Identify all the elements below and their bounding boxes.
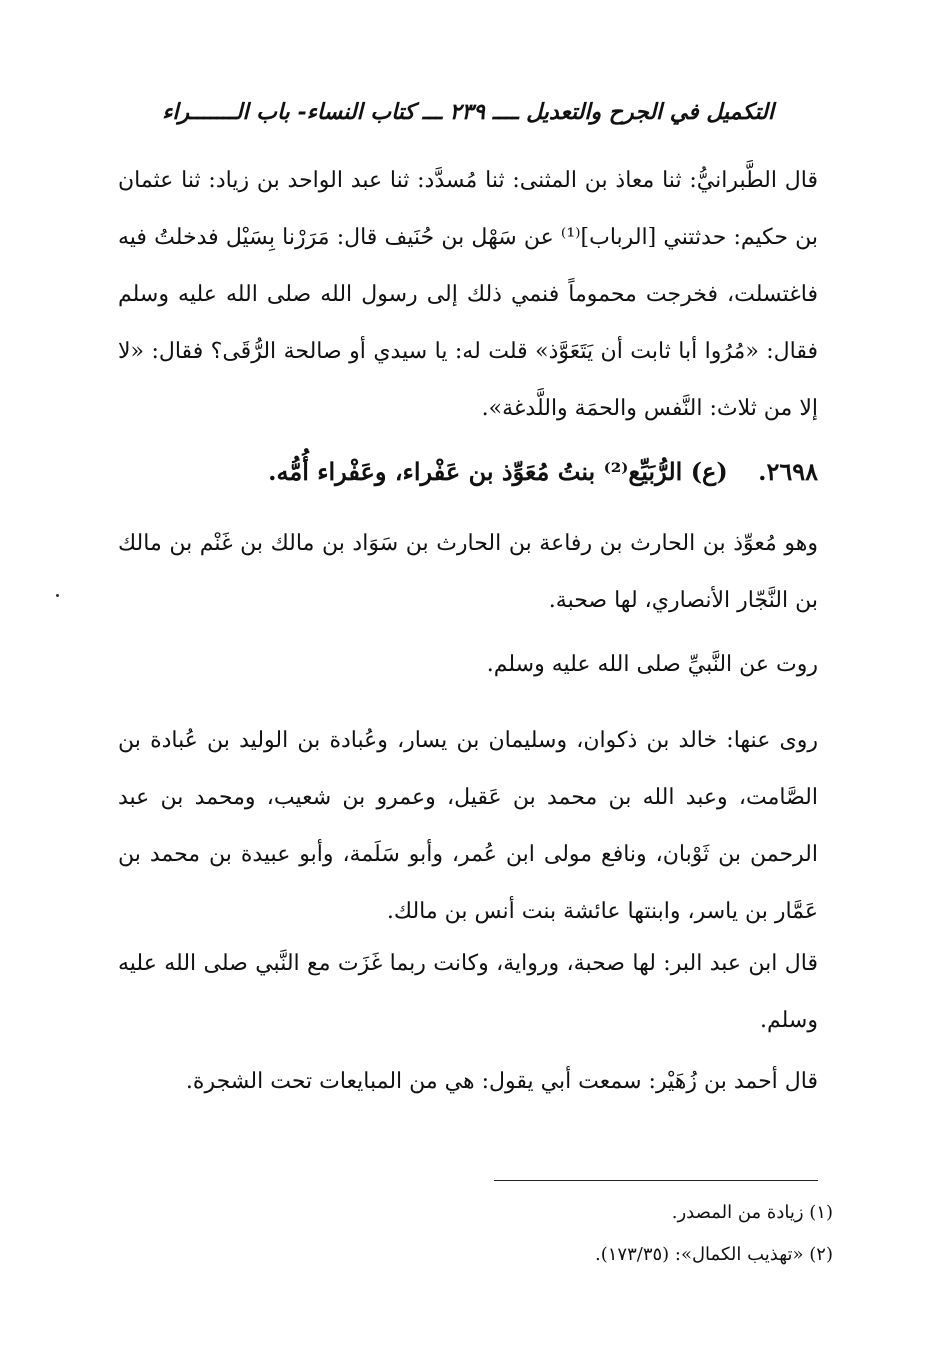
entry-heading (118, 450, 818, 494)
paragraph-lineage: وهو مُعوِّذ بن الحارث بن رفاعة بن الحارث بن سَوَاد بن مالك بن غَنْم بن مالك بن النَّجّار الأنصاري، لها صحبة. (118, 531, 818, 613)
paragraph-ahmad-ibn-zuhayr: قال أحمد بن زُهَيْر: سمعت أبي يقول: هي من المبايعات تحت الشجرة. (185, 1069, 818, 1094)
entry-number: ٢٦٩٨. (758, 457, 818, 486)
paragraph-ibn-abd-al-barr: قال ابن عبد البر: لها صحبة، ورواية، وكانت ربما غَزَت مع النَّبي صلى الله عليه وسلم. (118, 951, 818, 1033)
footnote-separator (494, 1180, 818, 1181)
entry-title: (ع) الرُّبَيِّع⁽²⁾ بنتُ مُعَوِّذ بن عَفْراء، وعَفْراء أُمُّه. (268, 457, 728, 486)
footnote-2: (٢) «تهذيب الكمال»: (١٧٣/٣٥). (595, 1244, 833, 1265)
footnotes (118, 1192, 833, 1276)
running-header: التكميل في الجرح والتعديل ــــ ٢٣٩ ـــ كتاب النساء- باب الـــــــراء (162, 99, 774, 125)
paragraph-narrators: روى عنها: خالد بن ذكوان، وسليمان بن يسار، وعُبادة بن الوليد بن عُبادة بن الصَّامت، وعبد الله بن محمد بن عَقيل، وعمرو بن شعيب، ومحمد بن عبد الرحمن بن ثَوْبان، ونافع مولى ابن عُمر، وأبو سَلَمة، وأبو عبيدة بن محمد بن عَمَّار بن ياسر، وابنتها عائشة بنت أنس بن مالك. (118, 728, 818, 924)
scan-speck (56, 594, 59, 597)
paragraph-tabarani-narration: قال الطَّبرانيُّ: ثنا معاذ بن المثنى: ثنا مُسدَّد: ثنا عبد الواحد بن زياد: ثنا عثمان بن حكيم: حدثتني [الرباب]⁽¹⁾ عن سَهْل بن حُنَيف قال: مَرَرْنا بِسَيْل فدخلتُ فيه فاغتسلت، فخرجت محموماً فنمي ذلك إلى رسول الله صلى الله عليه وسلم فقال: «مُرُوا أبا ثابت أن يَتَعَوَّذ» قلت له: يا سيدي أو صالحة الرُّقَى؟ فقال: «لا إلا من ثلاث: النَّفس والحمَة واللَّدغة». (118, 168, 818, 421)
footnote-1: (١) زيادة من المصدر. (671, 1202, 833, 1223)
paragraph-narrated-from: روت عن النَّبيِّ صلى الله عليه وسلم. (486, 652, 818, 677)
